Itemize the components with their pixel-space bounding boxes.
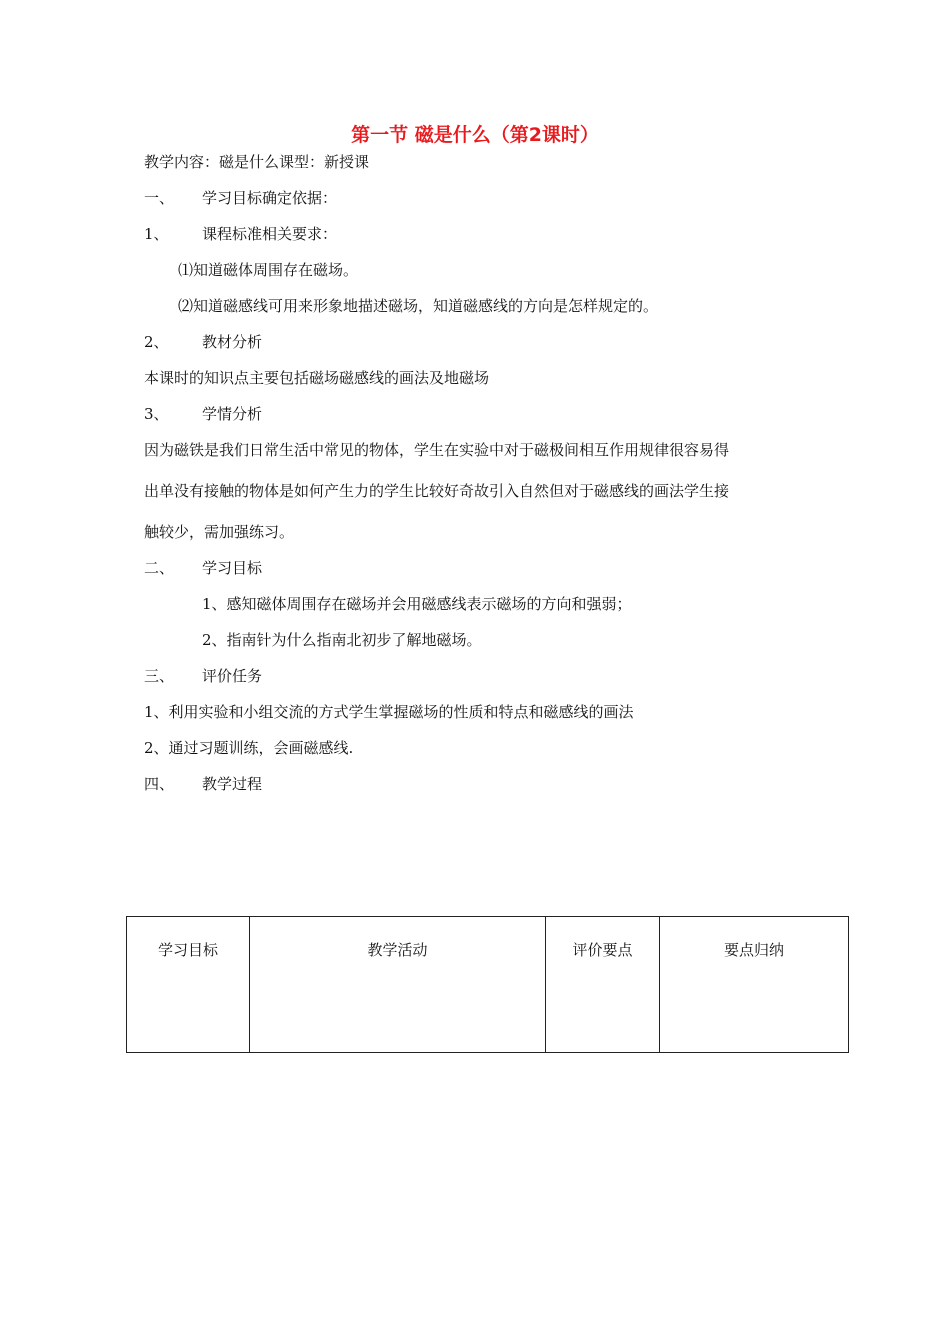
analysis-line-2: 出单没有接触的物体是如何产生力的学生比较好奇故引入自然但对于磁感线的画法学生接 (144, 482, 730, 500)
section-3-heading (144, 665, 262, 687)
analysis-line-1: 因为磁铁是我们日常生活中常见的物体，学生在实验中对于磁极间相互作用规律很容易得 (144, 441, 730, 459)
section-1-number: 一、 (144, 189, 175, 207)
item-2-heading (144, 331, 262, 353)
section-4-number: 四、 (144, 775, 175, 793)
section-2-heading (144, 557, 262, 579)
item-1-number: 1、 (144, 225, 169, 243)
section-2-number: 二、 (144, 559, 175, 577)
item-2-number: 2、 (144, 333, 169, 351)
textbook-analysis: 本课时的知识点主要包括磁场磁感线的画法及地磁场 (144, 369, 490, 387)
analysis-line-3: 触较少，需加强练习。 (144, 523, 295, 541)
task-2: 2、通过习题训练，会画磁感线. (144, 739, 354, 757)
intro-line: 教学内容：磁是什么课型：新授课 (144, 153, 370, 171)
page-title: 第一节 磁是什么（第2课时） (351, 124, 599, 146)
item-1-heading (144, 223, 337, 245)
section-3-label: 评价任务 (202, 667, 263, 685)
requirement-1: ⑴知道磁体周围存在磁场。 (178, 261, 359, 279)
table-header-evaluation: 评价要点 (546, 917, 660, 1053)
goal-1: 1、感知磁体周围存在磁场并会用磁感线表示磁场的方向和强弱； (202, 595, 632, 613)
section-2-label: 学习目标 (202, 559, 263, 577)
table-row (127, 917, 849, 1053)
table-header-summary: 要点归纳 (660, 917, 849, 1053)
item-3-label: 学情分析 (202, 405, 263, 423)
table-header-goal: 学习目标 (127, 917, 250, 1053)
task-1: 1、利用实验和小组交流的方式学生掌握磁场的性质和特点和磁感线的画法 (144, 703, 634, 721)
item-3-number: 3、 (144, 405, 169, 423)
table-header-activity: 教学活动 (250, 917, 546, 1053)
section-1-heading (144, 187, 337, 209)
item-2-label: 教材分析 (202, 333, 263, 351)
goal-2: 2、指南针为什么指南北初步了解地磁场。 (202, 631, 482, 649)
teaching-process-table (126, 916, 849, 1053)
section-1-label: 学习目标确定依据： (202, 189, 338, 207)
section-4-label: 教学过程 (202, 775, 263, 793)
section-3-number: 三、 (144, 667, 175, 685)
section-4-heading (144, 773, 262, 795)
requirement-2: ⑵知道磁感线可用来形象地描述磁场，知道磁感线的方向是怎样规定的。 (178, 297, 659, 315)
item-3-heading (144, 403, 262, 425)
item-1-label: 课程标准相关要求： (202, 225, 338, 243)
